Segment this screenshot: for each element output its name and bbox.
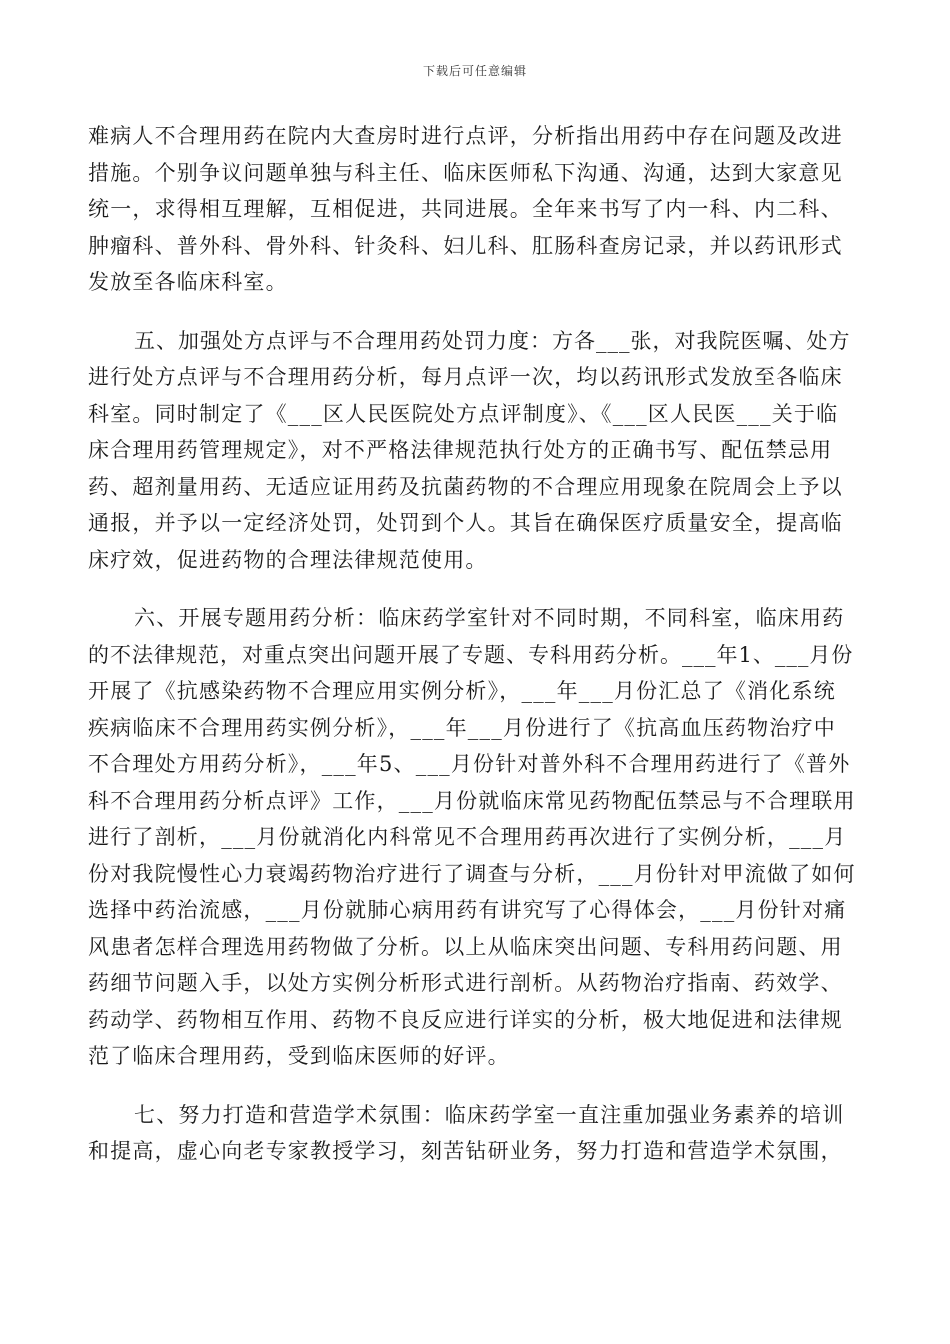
text-line: 药细节问题入手，以处方实例分析形式进行剖析。从药物治疗指南、药效学、 [88,971,843,995]
paragraph [88,1097,856,1170]
text-line: 通报，并予以一定经济处罚，处罚到个人。其旨在确保医疗质量安全，提高临 [88,511,843,535]
text-line: 药、超剂量用药、无适应证用药及抗菌药物的不合理应用现象在院周会上予以 [88,474,843,499]
text-line: 风患者怎样合理选用药物做了分析。以上从临床突出问题、专科用药问题、用 [88,934,843,959]
text-line: 开展了《抗感染药物不合理应用实例分析》，___年___月份汇总了《消化系统 [88,679,836,703]
text-line: 床疗效，促进药物的合理法律规范使用。 [88,547,488,572]
text-line: 发放至各临床科室。 [88,270,288,294]
text-line: 六、开展专题用药分析：临床药学室针对不同时期，不同科室，临床用药 [134,606,845,630]
text-line: 药动学、药物相互作用、药物不良反应进行详实的分析，极大地促进和法律规 [88,1007,843,1032]
document-body [88,118,856,1170]
text-line: 统一，求得相互理解，互相促进，共同进展。全年来书写了内一科、内二科、 [88,197,843,221]
text-line: 范了临床合理用药，受到临床医师的好评。 [88,1044,510,1068]
text-line: 床合理用药管理规定》，对不严格法律规范执行处方的正确书写、配伍禁忌用 [88,438,833,462]
text-line: 肿瘤科、普外科、骨外科、针灸科、妇儿科、肛肠科查房记录，并以药讯形式 [88,233,843,258]
text-line: 措施。个别争议问题单独与科主任、临床医师私下沟通、沟通，达到大家意见 [88,160,843,185]
text-line: 科室。同时制定了《___区人民医院处方点评制度》、《___区人民医___关于临 [88,401,839,426]
text-line: 疾病临床不合理用药实例分析》，___年___月份进行了《抗高血压药物治疗中 [88,715,836,740]
text-line: 份对我院慢性心力衰竭药物治疗进行了调查与分析，___月份针对甲流做了如何 [88,861,856,886]
text-line: 难病人不合理用药在院内大查房时进行点评，分析指出用药中存在问题及改进 [88,124,843,148]
text-line: 的不法律规范，对重点突出问题开展了专题、专科用药分析。___年1、___月份 [88,642,854,667]
text-line: 选择中药治流感，___月份就肺心病用药有讲究写了心得体会，___月份针对痛 [88,898,847,922]
text-line: 进行了剖析，___月份就消化内科常见不合理用药再次进行了实例分析，___月 [88,825,847,849]
text-line: 不合理处方用药分析》，___年5、___月份针对普外科不合理用药进行了《普外 [88,752,851,776]
text-line: 五、加强处方点评与不合理用药处罚力度：方各___张，对我院医嘱、处方 [134,328,851,353]
text-line: 七、努力打造和营造学术氛围：临床药学室一直注重加强业务素养的培训 [134,1102,845,1127]
paragraph [88,600,856,1075]
paragraph [88,323,856,579]
text-line: 进行处方点评与不合理用药分析，每月点评一次，均以药讯形式发放至各临床 [88,365,843,389]
text-line: 科不合理用药分析点评》工作，___月份就临床常见药物配伍禁忌与不合理联用 [88,788,856,813]
header-note: 下载后可任意编辑 [422,64,527,78]
paragraph [88,118,856,301]
text-line: 和提高，虚心向老专家教授学习，刻苦钻研业务，努力打造和营造学术氛围， [88,1139,843,1163]
